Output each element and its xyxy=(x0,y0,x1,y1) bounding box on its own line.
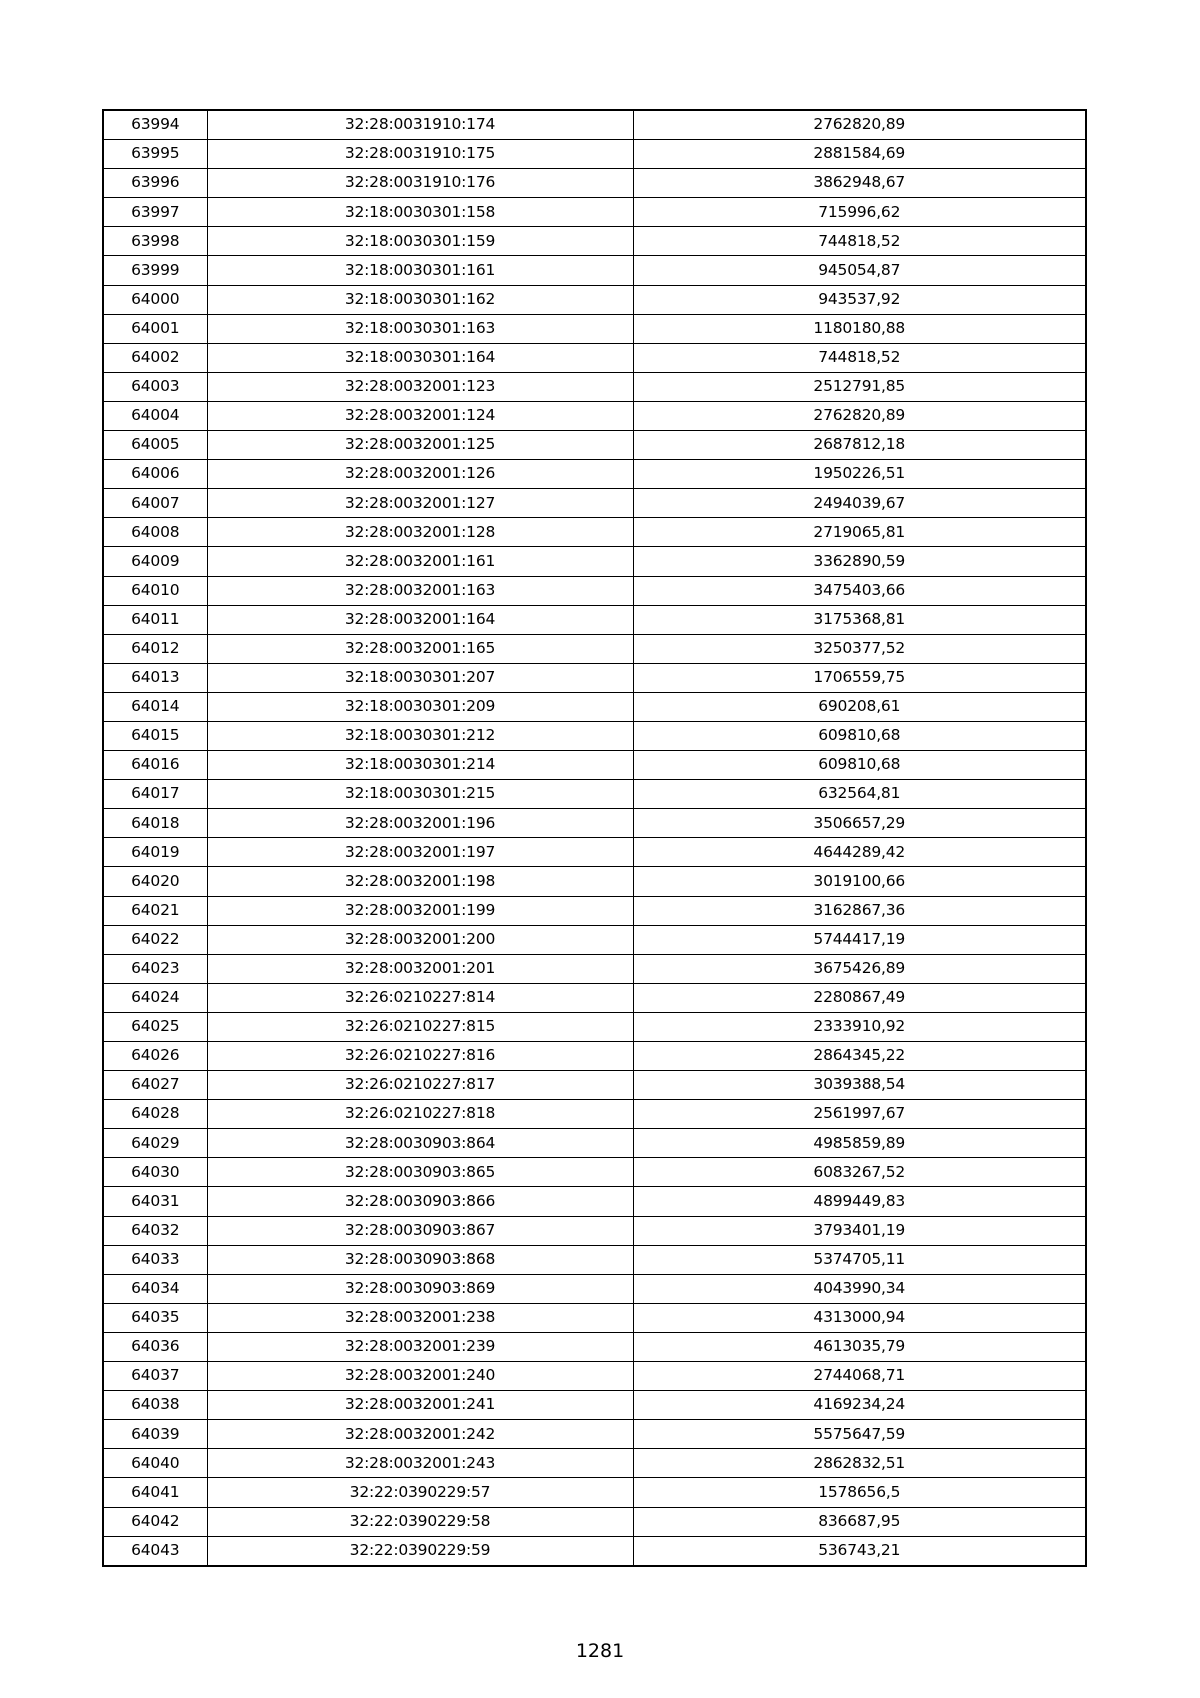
row-number-cell: 64035 xyxy=(103,1303,207,1332)
cadastral-number-cell: 32:28:0030903:869 xyxy=(207,1274,633,1303)
cadastral-value-cell: 3039388,54 xyxy=(633,1071,1086,1100)
table-row xyxy=(103,1012,1086,1041)
cadastral-value-cell: 3162867,36 xyxy=(633,896,1086,925)
cadastral-value-cell: 4313000,94 xyxy=(633,1303,1086,1332)
cadastral-value-cell: 1950226,51 xyxy=(633,460,1086,489)
cadastral-number-cell: 32:26:0210227:817 xyxy=(207,1071,633,1100)
cadastral-number-cell: 32:28:0031910:176 xyxy=(207,169,633,198)
cadastral-number-cell: 32:28:0032001:164 xyxy=(207,605,633,634)
cadastral-value-cell: 2333910,92 xyxy=(633,1012,1086,1041)
cadastral-value-cell: 1578656,5 xyxy=(633,1478,1086,1507)
cadastral-value-cell: 609810,68 xyxy=(633,751,1086,780)
row-number-cell: 64011 xyxy=(103,605,207,634)
row-number-cell: 64013 xyxy=(103,663,207,692)
cadastral-value-cell: 2719065,81 xyxy=(633,518,1086,547)
row-number-cell: 64003 xyxy=(103,372,207,401)
table-row xyxy=(103,692,1086,721)
row-number-cell: 64008 xyxy=(103,518,207,547)
cadastral-value-cell: 3019100,66 xyxy=(633,867,1086,896)
cadastral-number-cell: 32:18:0030301:212 xyxy=(207,721,633,750)
table-row xyxy=(103,372,1086,401)
row-number-cell: 64005 xyxy=(103,431,207,460)
table-row xyxy=(103,896,1086,925)
cadastral-number-cell: 32:18:0030301:163 xyxy=(207,314,633,343)
row-number-cell: 64001 xyxy=(103,314,207,343)
table-row xyxy=(103,605,1086,634)
row-number-cell: 64030 xyxy=(103,1158,207,1187)
table-row xyxy=(103,954,1086,983)
row-number-cell: 63999 xyxy=(103,256,207,285)
cadastral-value-cell: 3506657,29 xyxy=(633,809,1086,838)
table-row xyxy=(103,1129,1086,1158)
table-row xyxy=(103,780,1086,809)
cadastral-number-cell: 32:18:0030301:161 xyxy=(207,256,633,285)
cadastral-number-cell: 32:28:0030903:864 xyxy=(207,1129,633,1158)
cadastral-value-table xyxy=(102,109,1087,1567)
row-number-cell: 64014 xyxy=(103,692,207,721)
table-row xyxy=(103,867,1086,896)
cadastral-number-cell: 32:18:0030301:215 xyxy=(207,780,633,809)
row-number-cell: 63995 xyxy=(103,140,207,169)
cadastral-value-cell: 943537,92 xyxy=(633,285,1086,314)
row-number-cell: 64009 xyxy=(103,547,207,576)
table-row xyxy=(103,1216,1086,1245)
cadastral-value-cell: 1706559,75 xyxy=(633,663,1086,692)
cadastral-number-cell: 32:28:0030903:866 xyxy=(207,1187,633,1216)
cadastral-value-cell: 3250377,52 xyxy=(633,634,1086,663)
row-number-cell: 64027 xyxy=(103,1071,207,1100)
row-number-cell: 64006 xyxy=(103,460,207,489)
cadastral-number-cell: 32:18:0030301:164 xyxy=(207,343,633,372)
cadastral-value-cell: 6083267,52 xyxy=(633,1158,1086,1187)
cadastral-number-cell: 32:18:0030301:209 xyxy=(207,692,633,721)
cadastral-number-cell: 32:28:0032001:163 xyxy=(207,576,633,605)
cadastral-number-cell: 32:18:0030301:207 xyxy=(207,663,633,692)
cadastral-number-cell: 32:28:0032001:128 xyxy=(207,518,633,547)
table-row xyxy=(103,1391,1086,1420)
row-number-cell: 64043 xyxy=(103,1536,207,1566)
row-number-cell: 64017 xyxy=(103,780,207,809)
cadastral-value-cell: 4169234,24 xyxy=(633,1391,1086,1420)
table-row xyxy=(103,1042,1086,1071)
cadastral-value-cell: 5374705,11 xyxy=(633,1245,1086,1274)
cadastral-number-cell: 32:28:0031910:174 xyxy=(207,110,633,140)
cadastral-value-cell: 744818,52 xyxy=(633,227,1086,256)
cadastral-number-cell: 32:28:0032001:199 xyxy=(207,896,633,925)
cadastral-number-cell: 32:18:0030301:159 xyxy=(207,227,633,256)
table-row xyxy=(103,285,1086,314)
cadastral-value-cell: 4985859,89 xyxy=(633,1129,1086,1158)
cadastral-value-cell: 4899449,83 xyxy=(633,1187,1086,1216)
row-number-cell: 64018 xyxy=(103,809,207,838)
cadastral-value-cell: 2864345,22 xyxy=(633,1042,1086,1071)
row-number-cell: 64038 xyxy=(103,1391,207,1420)
cadastral-value-cell: 4043990,34 xyxy=(633,1274,1086,1303)
row-number-cell: 64036 xyxy=(103,1332,207,1361)
cadastral-number-cell: 32:28:0032001:240 xyxy=(207,1362,633,1391)
table-row xyxy=(103,401,1086,430)
table-row xyxy=(103,314,1086,343)
cadastral-value-cell: 836687,95 xyxy=(633,1507,1086,1536)
table-row xyxy=(103,489,1086,518)
table-row xyxy=(103,634,1086,663)
cadastral-number-cell: 32:28:0032001:124 xyxy=(207,401,633,430)
table-body xyxy=(103,110,1086,1566)
row-number-cell: 64015 xyxy=(103,721,207,750)
row-number-cell: 64004 xyxy=(103,401,207,430)
cadastral-number-cell: 32:28:0032001:239 xyxy=(207,1332,633,1361)
cadastral-number-cell: 32:26:0210227:818 xyxy=(207,1100,633,1129)
cadastral-value-cell: 2687812,18 xyxy=(633,431,1086,460)
cadastral-number-cell: 32:28:0032001:198 xyxy=(207,867,633,896)
cadastral-value-cell: 5744417,19 xyxy=(633,925,1086,954)
row-number-cell: 64022 xyxy=(103,925,207,954)
row-number-cell: 64019 xyxy=(103,838,207,867)
row-number-cell: 64032 xyxy=(103,1216,207,1245)
cadastral-number-cell: 32:28:0032001:197 xyxy=(207,838,633,867)
cadastral-number-cell: 32:18:0030301:214 xyxy=(207,751,633,780)
table-row xyxy=(103,256,1086,285)
cadastral-value-cell: 2280867,49 xyxy=(633,983,1086,1012)
cadastral-value-cell: 4644289,42 xyxy=(633,838,1086,867)
table-row xyxy=(103,1071,1086,1100)
cadastral-value-cell: 2762820,89 xyxy=(633,110,1086,140)
table-row xyxy=(103,110,1086,140)
row-number-cell: 64016 xyxy=(103,751,207,780)
cadastral-value-cell: 1180180,88 xyxy=(633,314,1086,343)
cadastral-value-cell: 2881584,69 xyxy=(633,140,1086,169)
table-row xyxy=(103,1274,1086,1303)
cadastral-number-cell: 32:28:0032001:196 xyxy=(207,809,633,838)
cadastral-number-cell: 32:22:0390229:57 xyxy=(207,1478,633,1507)
table-row xyxy=(103,1536,1086,1566)
cadastral-number-cell: 32:28:0031910:175 xyxy=(207,140,633,169)
table-row xyxy=(103,198,1086,227)
table-row xyxy=(103,1158,1086,1187)
table-row xyxy=(103,721,1086,750)
cadastral-value-cell: 632564,81 xyxy=(633,780,1086,809)
cadastral-value-cell: 2862832,51 xyxy=(633,1449,1086,1478)
row-number-cell: 64025 xyxy=(103,1012,207,1041)
cadastral-number-cell: 32:22:0390229:58 xyxy=(207,1507,633,1536)
table-row xyxy=(103,838,1086,867)
row-number-cell: 64000 xyxy=(103,285,207,314)
row-number-cell: 64010 xyxy=(103,576,207,605)
row-number-cell: 64041 xyxy=(103,1478,207,1507)
cadastral-value-cell: 4613035,79 xyxy=(633,1332,1086,1361)
table-row xyxy=(103,547,1086,576)
table-row xyxy=(103,227,1086,256)
table-row xyxy=(103,809,1086,838)
cadastral-value-cell: 3175368,81 xyxy=(633,605,1086,634)
cadastral-number-cell: 32:28:0030903:867 xyxy=(207,1216,633,1245)
row-number-cell: 64040 xyxy=(103,1449,207,1478)
cadastral-value-cell: 3862948,67 xyxy=(633,169,1086,198)
cadastral-number-cell: 32:26:0210227:816 xyxy=(207,1042,633,1071)
row-number-cell: 64031 xyxy=(103,1187,207,1216)
table-row xyxy=(103,983,1086,1012)
row-number-cell: 64033 xyxy=(103,1245,207,1274)
table-row xyxy=(103,1245,1086,1274)
row-number-cell: 64020 xyxy=(103,867,207,896)
row-number-cell: 64024 xyxy=(103,983,207,1012)
table-row xyxy=(103,576,1086,605)
cadastral-value-cell: 2744068,71 xyxy=(633,1362,1086,1391)
table-row xyxy=(103,1303,1086,1332)
table-row xyxy=(103,751,1086,780)
table-row xyxy=(103,343,1086,372)
row-number-cell: 64037 xyxy=(103,1362,207,1391)
table-row xyxy=(103,169,1086,198)
table-row xyxy=(103,1449,1086,1478)
cadastral-value-cell: 3675426,89 xyxy=(633,954,1086,983)
cadastral-number-cell: 32:28:0032001:161 xyxy=(207,547,633,576)
cadastral-number-cell: 32:28:0032001:126 xyxy=(207,460,633,489)
cadastral-value-cell: 3362890,59 xyxy=(633,547,1086,576)
cadastral-number-cell: 32:28:0032001:200 xyxy=(207,925,633,954)
cadastral-value-cell: 3793401,19 xyxy=(633,1216,1086,1245)
cadastral-value-cell: 715996,62 xyxy=(633,198,1086,227)
table-row xyxy=(103,460,1086,489)
table-row xyxy=(103,1100,1086,1129)
cadastral-value-cell: 5575647,59 xyxy=(633,1420,1086,1449)
table-row xyxy=(103,518,1086,547)
cadastral-number-cell: 32:28:0032001:238 xyxy=(207,1303,633,1332)
row-number-cell: 64039 xyxy=(103,1420,207,1449)
table-row xyxy=(103,1420,1086,1449)
cadastral-number-cell: 32:18:0030301:158 xyxy=(207,198,633,227)
row-number-cell: 64002 xyxy=(103,343,207,372)
cadastral-number-cell: 32:28:0032001:127 xyxy=(207,489,633,518)
row-number-cell: 64034 xyxy=(103,1274,207,1303)
cadastral-number-cell: 32:28:0032001:201 xyxy=(207,954,633,983)
cadastral-value-cell: 536743,21 xyxy=(633,1536,1086,1566)
cadastral-value-cell: 3475403,66 xyxy=(633,576,1086,605)
cadastral-value-cell: 744818,52 xyxy=(633,343,1086,372)
table-row xyxy=(103,925,1086,954)
row-number-cell: 64026 xyxy=(103,1042,207,1071)
cadastral-value-cell: 945054,87 xyxy=(633,256,1086,285)
table-row xyxy=(103,1362,1086,1391)
cadastral-number-cell: 32:26:0210227:815 xyxy=(207,1012,633,1041)
row-number-cell: 64021 xyxy=(103,896,207,925)
row-number-cell: 64007 xyxy=(103,489,207,518)
cadastral-number-cell: 32:18:0030301:162 xyxy=(207,285,633,314)
table-row xyxy=(103,1187,1086,1216)
row-number-cell: 64042 xyxy=(103,1507,207,1536)
cadastral-number-cell: 32:22:0390229:59 xyxy=(207,1536,633,1566)
cadastral-number-cell: 32:28:0032001:242 xyxy=(207,1420,633,1449)
cadastral-value-cell: 2494039,67 xyxy=(633,489,1086,518)
row-number-cell: 63997 xyxy=(103,198,207,227)
row-number-cell: 63994 xyxy=(103,110,207,140)
table-row xyxy=(103,140,1086,169)
table-row xyxy=(103,431,1086,460)
cadastral-number-cell: 32:28:0030903:865 xyxy=(207,1158,633,1187)
cadastral-number-cell: 32:28:0032001:243 xyxy=(207,1449,633,1478)
cadastral-value-cell: 690208,61 xyxy=(633,692,1086,721)
cadastral-number-cell: 32:26:0210227:814 xyxy=(207,983,633,1012)
cadastral-value-cell: 2762820,89 xyxy=(633,401,1086,430)
row-number-cell: 64023 xyxy=(103,954,207,983)
cadastral-value-cell: 2512791,85 xyxy=(633,372,1086,401)
table-row xyxy=(103,1332,1086,1361)
row-number-cell: 64028 xyxy=(103,1100,207,1129)
table-row xyxy=(103,663,1086,692)
cadastral-number-cell: 32:28:0032001:165 xyxy=(207,634,633,663)
page-number: 1281 xyxy=(575,1640,625,1662)
row-number-cell: 64029 xyxy=(103,1129,207,1158)
cadastral-number-cell: 32:28:0032001:241 xyxy=(207,1391,633,1420)
cadastral-number-cell: 32:28:0032001:125 xyxy=(207,431,633,460)
table-row xyxy=(103,1478,1086,1507)
table-row xyxy=(103,1507,1086,1536)
cadastral-number-cell: 32:28:0032001:123 xyxy=(207,372,633,401)
row-number-cell: 64012 xyxy=(103,634,207,663)
row-number-cell: 63998 xyxy=(103,227,207,256)
row-number-cell: 63996 xyxy=(103,169,207,198)
cadastral-number-cell: 32:28:0030903:868 xyxy=(207,1245,633,1274)
cadastral-value-cell: 609810,68 xyxy=(633,721,1086,750)
cadastral-value-cell: 2561997,67 xyxy=(633,1100,1086,1129)
